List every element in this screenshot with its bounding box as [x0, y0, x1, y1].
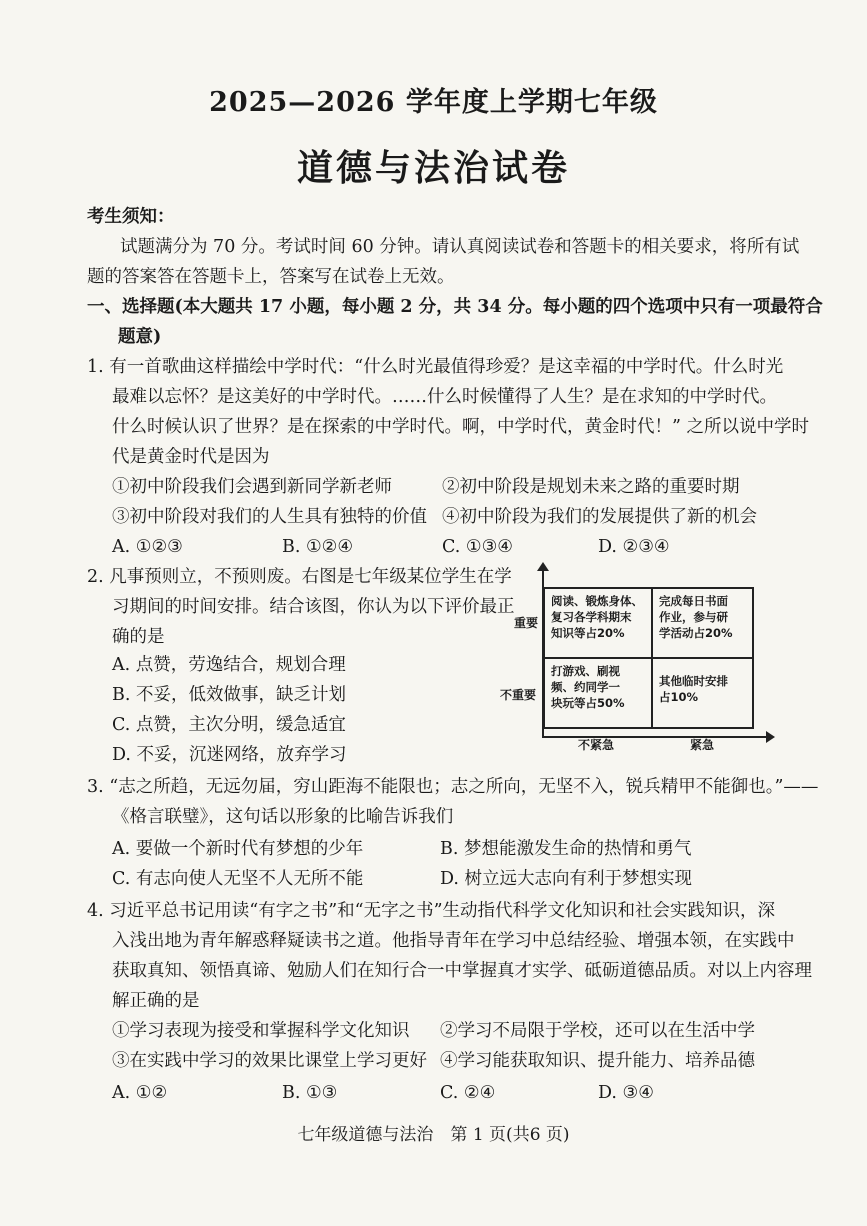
question-3-stem: 《格言联璧》，这句话以形象的比喻告诉我们	[112, 807, 454, 827]
x-axis	[542, 736, 768, 738]
question-4-stem: 入浅出地为青年解惑释疑读书之道。他指导青年在学习中总结经验、增强本领，在实践中	[112, 931, 795, 951]
quadrant-important-not-urgent	[543, 587, 653, 659]
y-axis-label-important: 重要	[514, 616, 539, 630]
quadrant-text: 占10%	[659, 690, 699, 704]
question-2-option-c: C. 点赞，主次分明，缓急适宜	[112, 715, 346, 735]
notice-line: 题的答案答在答题卡上，答案写在试卷上无效。	[87, 267, 455, 287]
notice-line: 试题满分为 70 分。考试时间 60 分钟。请认真阅读试卷和答题卡的相关要求，将所有试	[120, 237, 800, 257]
question-1-item: ②初中阶段是规划未来之路的重要时期	[442, 477, 740, 497]
x-axis-label-not-urgent: 不紧急	[578, 738, 615, 752]
section-heading: 题意)	[118, 327, 162, 347]
quadrant-text: 复习各学科期末	[551, 610, 632, 624]
exam-title: 2025—2026 学年度上学期七年级	[209, 87, 658, 118]
question-1-option-d: D. ②③④	[598, 537, 670, 557]
time-management-quadrant	[500, 568, 775, 754]
question-4-option-d: D. ③④	[598, 1083, 654, 1103]
question-3-option-d: D. 树立远大志向有利于梦想实现	[440, 869, 693, 889]
question-1-stem: 什么时候认识了世界？是在探索的中学时代。啊，中学时代，黄金时代！” 之所以说中学时	[112, 417, 810, 437]
quadrant-not-important-urgent	[651, 657, 754, 729]
question-2-stem: 2. 凡事预则立，不预则废。右图是七年级某位学生在学	[87, 567, 512, 587]
question-3-option-c: C. 有志向使人无坚不人无所不能	[112, 869, 364, 889]
question-1-item: ③初中阶段对我们的人生具有独特的价值	[112, 507, 427, 527]
question-3-option-b: B. 梦想能激发生命的热情和勇气	[440, 839, 692, 859]
question-1-stem: 最难以忘怀？是这美好的中学时代。……什么时候懂得了人生？是在求知的中学时代。	[112, 387, 777, 407]
question-2-option-b: B. 不妥，低效做事，缺乏计划	[112, 685, 346, 705]
quadrant-text: 学活动占20%	[659, 626, 733, 640]
question-1-stem: 1. 有一首歌曲这样描绘中学时代：“什么时光最值得珍爱？是这幸福的中学时代。什么时光	[87, 357, 784, 377]
quadrant-text: 其他临时安排	[659, 674, 728, 688]
question-1-stem: 代是黄金时代是因为	[112, 447, 270, 467]
quadrant-important-urgent	[651, 587, 754, 659]
question-2-stem: 习期间的时间安排。结合该图，你认为以下评价最正	[112, 597, 515, 617]
x-axis-label-urgent: 紧急	[690, 738, 715, 752]
section-heading: 一、选择题(本大题共 17 小题，每小题 2 分，共 34 分。每小题的四个选项中只有一项最符合	[87, 297, 823, 317]
question-3-option-a: A. 要做一个新时代有梦想的少年	[112, 839, 364, 859]
question-4-item: ②学习不局限于学校，还可以在生活中学	[440, 1021, 755, 1041]
question-4-item: ④学习能获取知识、提升能力、培养品德	[440, 1051, 755, 1071]
y-axis-label-not-important: 不重要	[500, 688, 537, 702]
quadrant-text: 作业，参与研	[659, 610, 728, 624]
question-4-option-b: B. ①③	[282, 1083, 338, 1103]
question-1-option-a: A. ①②③	[112, 537, 183, 557]
quadrant-text: 阅读、锻炼身体、	[551, 594, 643, 608]
question-2-option-a: A. 点赞，劳逸结合，规划合理	[112, 655, 346, 675]
question-4-stem: 4. 习近平总书记用读“有字之书”和“无字之书”生动指代科学文化知识和社会实践知识，深	[87, 901, 776, 921]
question-1-item: ①初中阶段我们会遇到新同学新老师	[112, 477, 392, 497]
question-2-stem: 确的是	[112, 627, 165, 647]
question-1-option-b: B. ①②④	[282, 537, 354, 557]
question-4-option-a: A. ①②	[112, 1083, 168, 1103]
quadrant-text: 打游戏、刷视	[551, 664, 620, 678]
quadrant-text: 完成每日书面	[659, 594, 728, 608]
question-4-stem: 解正确的是	[112, 991, 200, 1011]
x-axis-arrow	[766, 731, 775, 743]
question-4-stem: 获取真知、领悟真谛、勉励人们在知行合一中掌握真才实学、砥砺道德品质。对以上内容理	[112, 961, 812, 981]
exam-subject-title: 道德与法治试卷	[296, 147, 570, 189]
question-4-item: ①学习表现为接受和掌握科学文化知识	[112, 1021, 410, 1041]
quadrant-text: 频、约同学一	[551, 680, 620, 694]
page-footer: 七年级道德与法治 第 1 页(共6 页)	[297, 1125, 570, 1145]
quadrant-not-important-not-urgent	[543, 657, 653, 729]
question-4-item: ③在实践中学习的效果比课堂上学习更好	[112, 1051, 427, 1071]
quadrant-text: 块玩等占50%	[551, 696, 625, 710]
quadrant-text: 知识等占20%	[551, 626, 625, 640]
question-1-option-c: C. ①③④	[442, 537, 513, 557]
question-1-item: ④初中阶段为我们的发展提供了新的机会	[442, 507, 757, 527]
question-4-option-c: C. ②④	[440, 1083, 496, 1103]
notice-heading: 考生须知：	[87, 207, 175, 227]
question-2-option-d: D. 不妥，沉迷网络，放弃学习	[112, 745, 347, 765]
question-3-stem: 3. “志之所趋，无远勿届，穷山距海不能限也；志之所向，无坚不入，锐兵精甲不能御也。”——	[87, 777, 819, 797]
